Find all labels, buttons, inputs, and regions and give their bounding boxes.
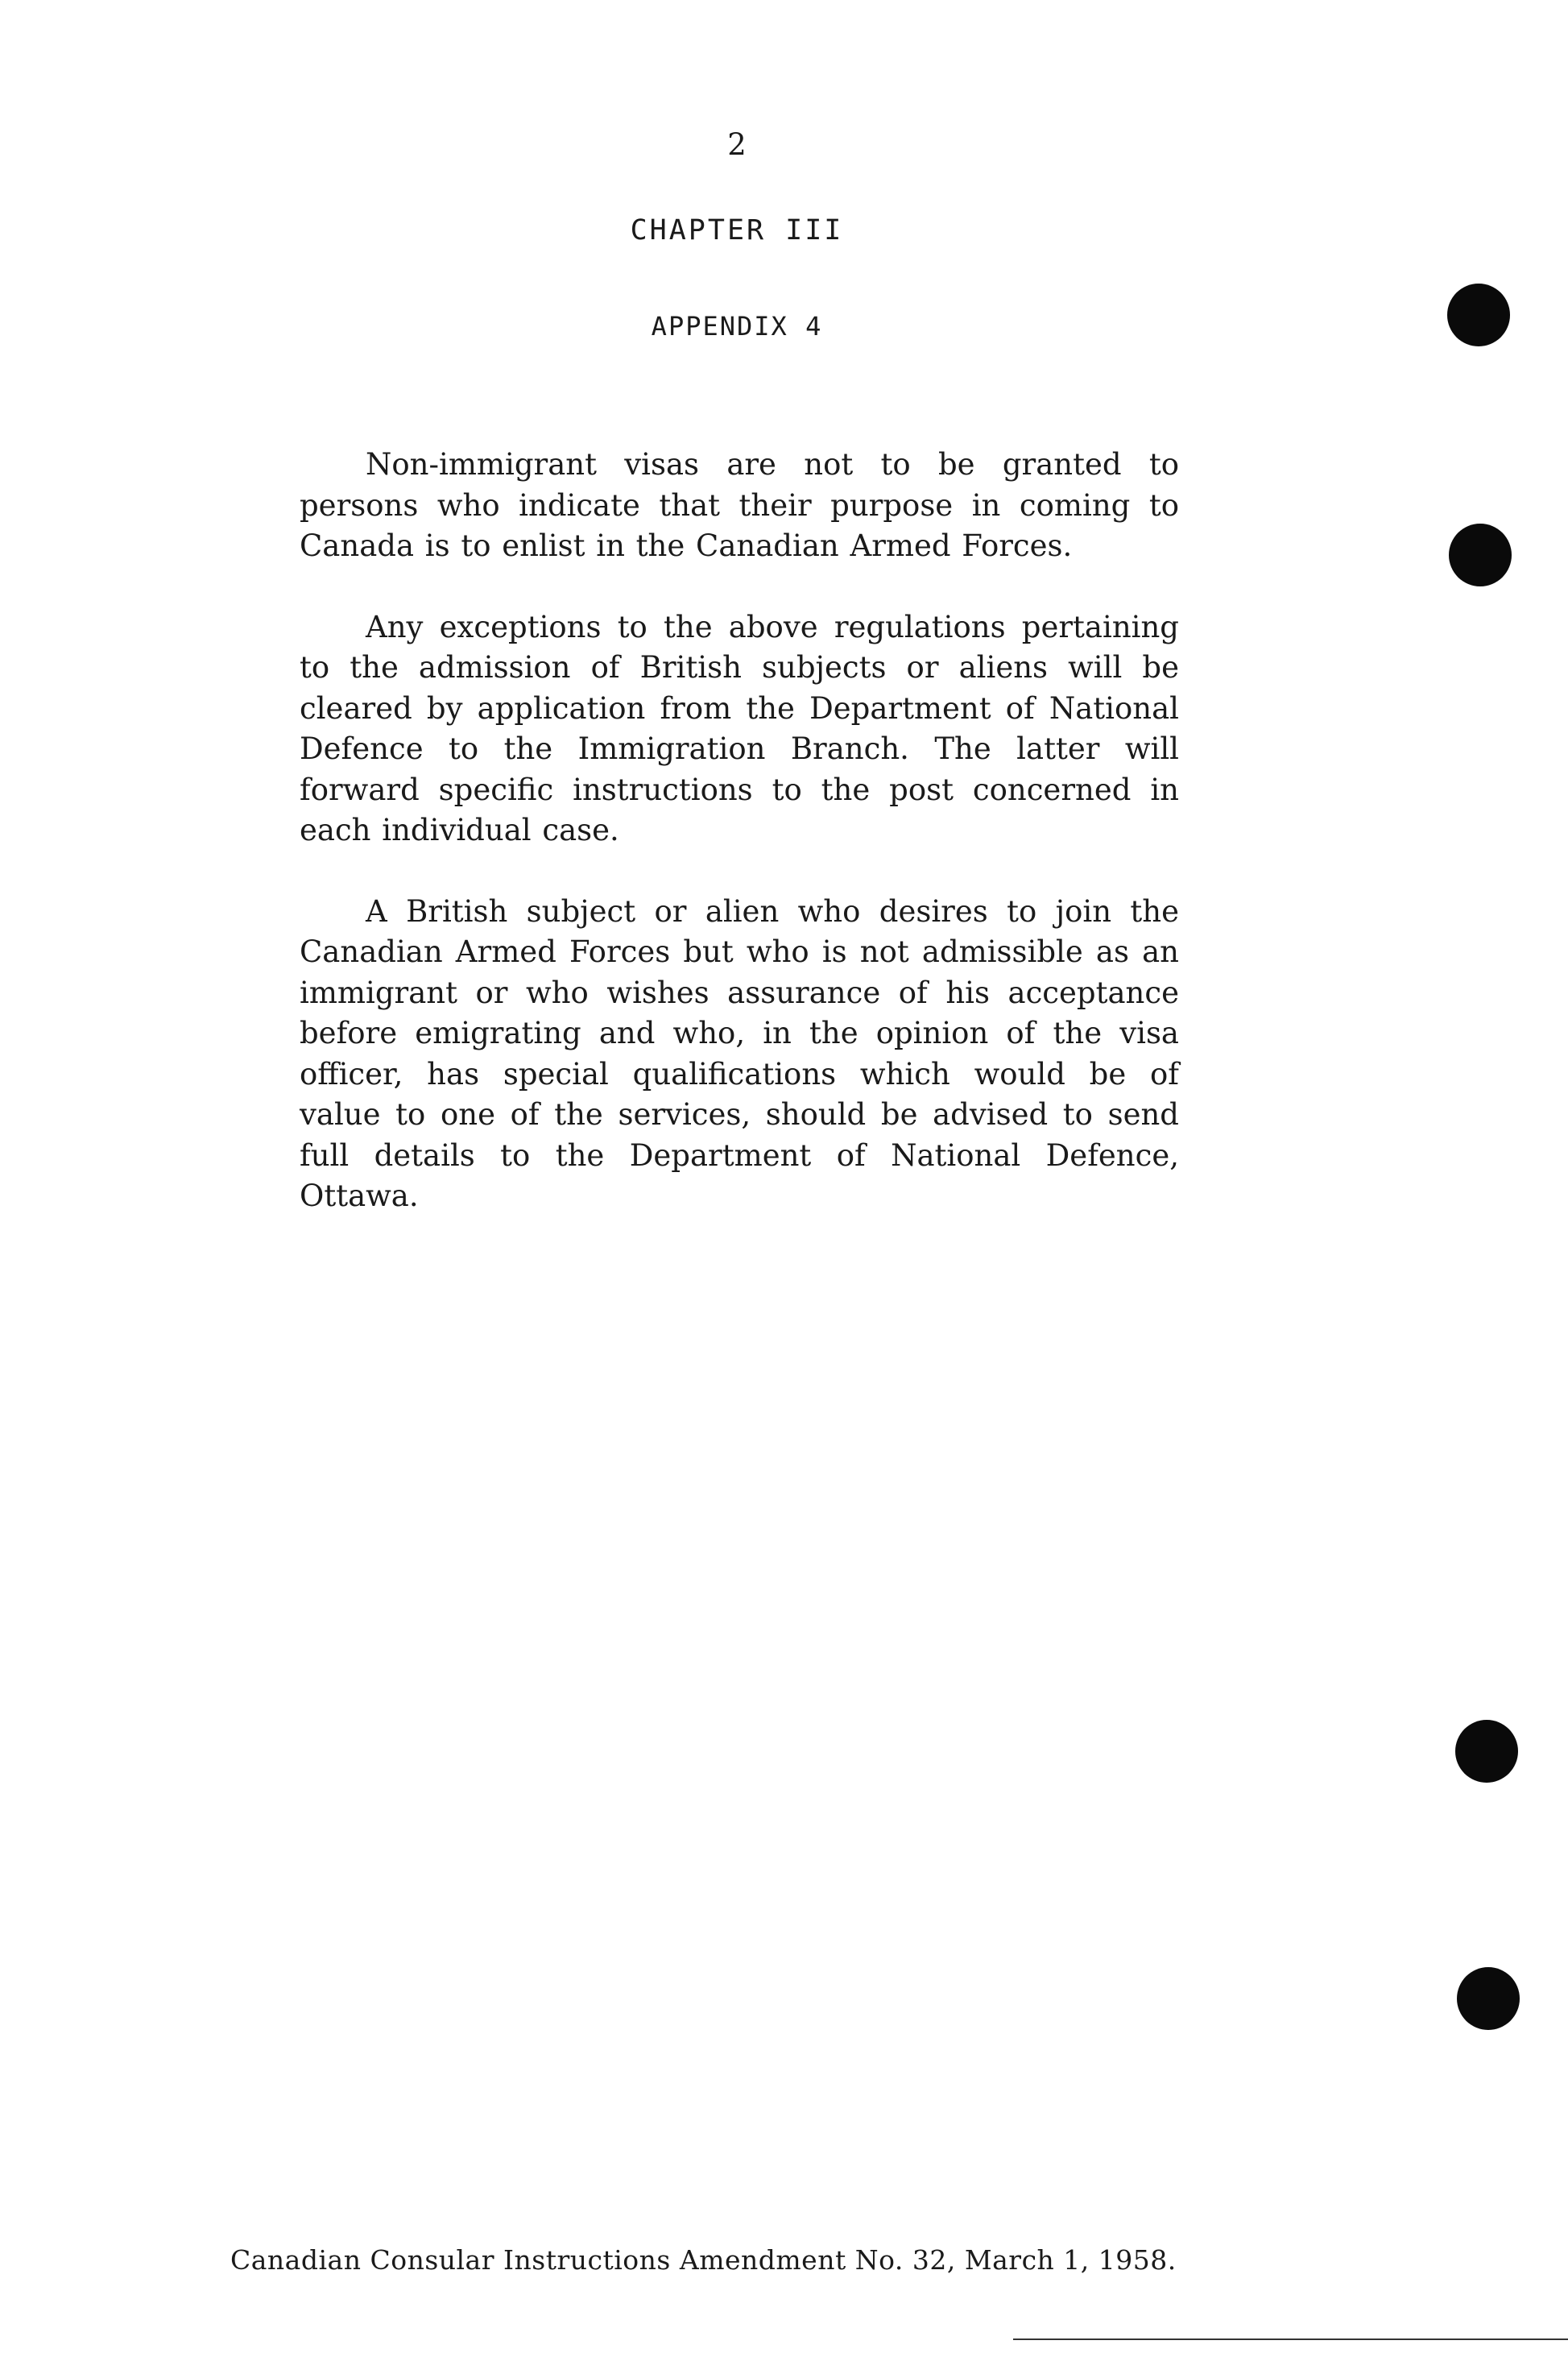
chapter-heading: CHAPTER III: [630, 214, 844, 246]
bottom-rule: [1013, 2339, 1568, 2340]
punch-hole-icon: [1455, 1720, 1518, 1783]
body-text: [300, 445, 1179, 1257]
punch-hole-icon: [1457, 1967, 1520, 2030]
paragraph-exceptions: Any exceptions to the above regulations pertaining to the admission of British subjects or aliens will be cleared by application from the Department of National Defence to the Immigration Branch. The latter will forward specific instructions to the post concerned in each individual case.: [300, 609, 1179, 847]
footer-amendment-note: Canadian Consular Instructions Amendment No. 32, March 1, 1958.: [230, 2244, 1177, 2276]
appendix-heading: APPENDIX 4: [651, 311, 823, 342]
punch-hole-icon: [1449, 524, 1512, 586]
paragraph-british-subject: A British subject or alien who desires to join the Canadian Armed Forces but who is not admissible as an immigrant or who wishes assurance of his acceptance before emigrating and who, in the opinion of the visa officer, has special qualifications which would be of value to one of the services, should be advised to send full details to the Department of National Defence, Ottawa.: [300, 893, 1179, 1213]
paragraph-visa-restriction: Non-immigrant visas are not to be granted to persons who indicate that their purpose in coming to Canada is to enlist in the Canadian Armed Forces.: [300, 447, 1179, 563]
page-number: 2: [727, 127, 747, 162]
punch-hole-icon: [1447, 284, 1510, 346]
